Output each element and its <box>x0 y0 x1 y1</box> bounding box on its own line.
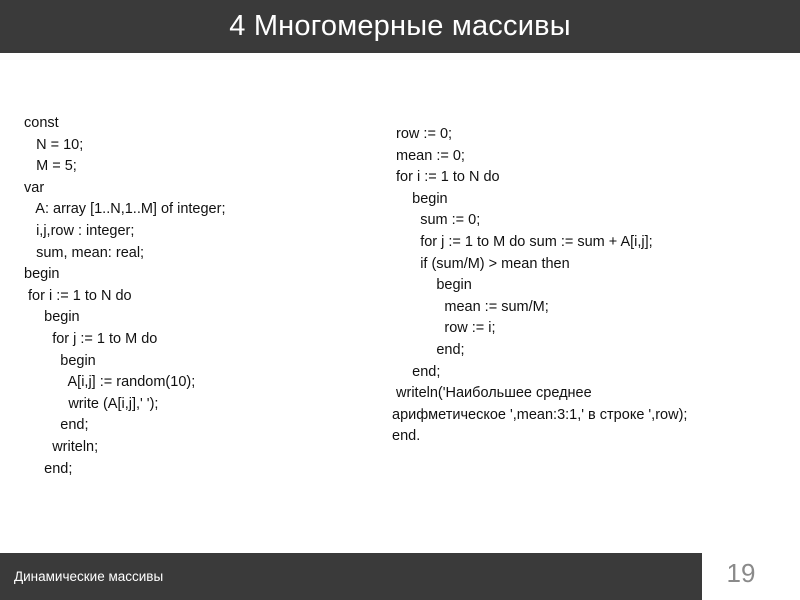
code-line: begin <box>24 266 60 283</box>
code-line: sum := 0; <box>392 212 481 229</box>
code-line: begin <box>392 190 448 207</box>
code-line: writeln; <box>24 438 99 455</box>
code-line: for j := 1 to M do <box>24 330 158 347</box>
code-line: for i := 1 to N do <box>392 169 500 186</box>
code-listing-left <box>24 113 225 480</box>
code-line: M = 5; <box>24 158 77 175</box>
code-line: A: array [1..N,1..M] of integer; <box>24 201 226 218</box>
footer-bar <box>0 553 702 600</box>
code-listing-right <box>392 124 687 448</box>
code-line: var <box>24 179 45 196</box>
section-label: Динамические массивы <box>14 569 164 584</box>
code-line: sum, mean: real; <box>24 244 145 261</box>
code-line: N = 10; <box>24 136 84 153</box>
code-line: end; <box>392 363 441 380</box>
code-line: A[i,j] := random(10); <box>24 374 196 391</box>
code-line: end; <box>24 417 89 434</box>
code-line: const <box>24 115 59 131</box>
code-line: row := i; <box>392 320 496 337</box>
code-line: for i := 1 to N do <box>24 287 132 304</box>
code-line: row := 0; <box>392 126 453 142</box>
code-line: write (A[i,j],' '); <box>24 395 159 412</box>
code-line: for j := 1 to M do sum := sum + A[i,j]; <box>392 233 653 250</box>
code-line: арифметическое ',mean:3:1,' в строке ',row); <box>392 406 688 423</box>
title-bar <box>0 0 800 53</box>
slide-number: 19 <box>726 558 756 588</box>
code-line: end. <box>392 428 421 445</box>
code-line: begin <box>24 309 80 326</box>
code-line: mean := sum/M; <box>392 298 549 315</box>
code-line: i,j,row : integer; <box>24 222 135 239</box>
code-line: end; <box>24 460 73 477</box>
code-line: mean := 0; <box>392 147 465 164</box>
slide-title: 4 Многомерные массивы <box>229 10 571 42</box>
code-line: begin <box>392 277 472 294</box>
code-line: end; <box>392 341 465 358</box>
code-line: writeln('Наибольшее среднее <box>392 385 592 402</box>
code-line: if (sum/M) > mean then <box>392 255 570 272</box>
code-line: begin <box>24 352 96 369</box>
